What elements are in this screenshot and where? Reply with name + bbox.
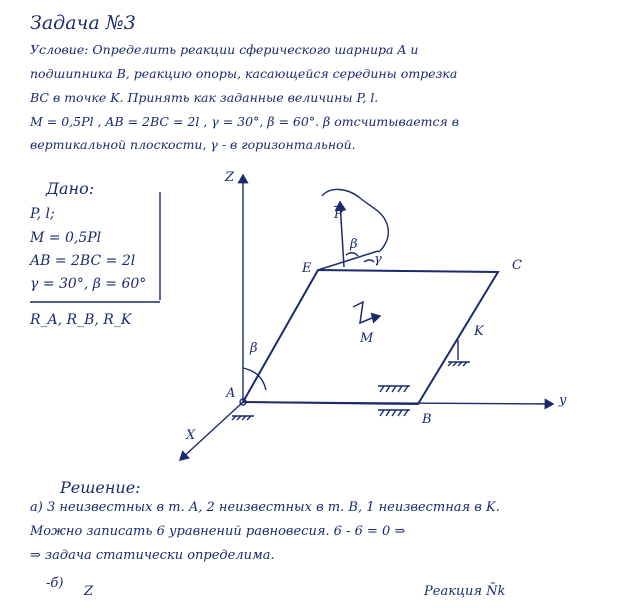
- label-p: $\overline{P}$: [334, 207, 343, 222]
- solution-part-b: -б): [46, 576, 64, 591]
- beta-arc-e: [346, 253, 358, 256]
- label-k: K: [474, 324, 484, 339]
- solution-line-1: a) 3 неизвестных в т. A, 2 неизвестных в т. B, 1 неизвестная в K.: [30, 500, 500, 515]
- label-a: A: [226, 386, 236, 401]
- label-b: B: [422, 412, 432, 427]
- beta-arc-a: [243, 368, 266, 390]
- label-z: Z: [225, 170, 235, 185]
- solution-line-2: Можно записать 6 уравнений равновесия. 6 - 6 = 0 ⇒: [30, 524, 406, 539]
- given-line-2: M = 0,5Pl: [30, 230, 102, 246]
- label-beta-e: β: [350, 237, 358, 252]
- gamma-arc: [364, 260, 374, 262]
- label-m: M: [360, 331, 374, 346]
- solution-heading: Решение:: [60, 478, 141, 497]
- solution-z-label: Z: [84, 584, 94, 599]
- bearing-b-bottom-hatch: [380, 410, 408, 416]
- condition-line-2: подшипника B, реакцию опоры, касающейся середины отрезка: [30, 66, 458, 81]
- given-heading: Дано:: [46, 179, 95, 198]
- label-c: C: [512, 258, 522, 273]
- given-unknowns: R_A, R_B, R_K: [30, 312, 132, 328]
- label-gamma: γ: [374, 252, 382, 267]
- given-line-4: γ = 30°, β = 60°: [30, 276, 147, 292]
- solution-line-3: ⇒ задача статически определима.: [30, 548, 275, 563]
- solution-reaction-nk: Реакция N̄k: [424, 584, 506, 599]
- moment-symbol: [353, 302, 372, 323]
- label-x: X: [186, 428, 196, 443]
- label-e: E: [302, 261, 312, 276]
- label-beta-a: β: [250, 341, 258, 356]
- condition-line-3: BC в точке K. Принять как заданные величины P, l.: [30, 90, 379, 105]
- condition-line-5: вертикальной плоскости, γ - в горизонтальной.: [30, 137, 356, 152]
- label-y: y: [559, 393, 567, 408]
- given-line-3: AB = 2BC = 2l: [30, 253, 136, 269]
- problem-title: Задача №3: [30, 12, 136, 34]
- moment-arrow: [372, 316, 380, 318]
- bearing-b-top-hatch: [380, 386, 408, 392]
- condition-line-1: Условие: Определить реакции сферического шарнира A и: [30, 42, 419, 57]
- given-line-1: P, l;: [30, 206, 55, 222]
- condition-line-4: M = 0,5Pl , AB = 2BC = 2l , γ = 30°, β = 60°. β отсчитывается в: [30, 114, 459, 129]
